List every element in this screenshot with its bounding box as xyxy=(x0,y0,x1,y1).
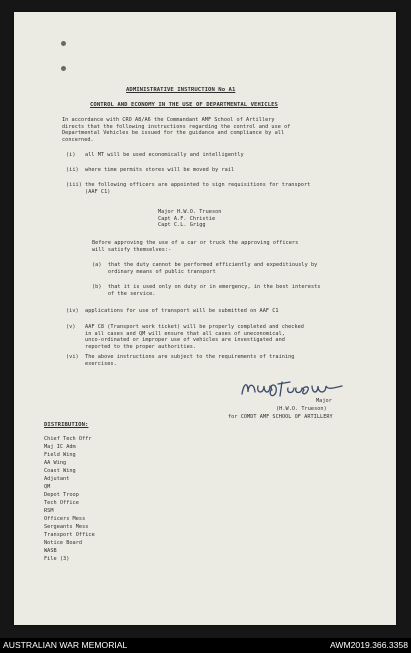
signature-name: (H.W.O. Trueson) xyxy=(276,406,327,412)
instruction-item: (vi) The above instructions are subject to the requirements of training exercises. xyxy=(66,354,295,367)
distribution-item: File (3) xyxy=(44,556,70,562)
distribution-item: Sergeants Mess xyxy=(44,524,89,530)
distribution-item: Chief Tech Offr xyxy=(44,436,92,442)
distribution-item: Transport Office xyxy=(44,532,95,538)
instruction-item: (ii) where time permits stores will be moved by rail xyxy=(66,167,235,173)
footer-institution: AUSTRALIAN WAR MEMORIAL xyxy=(3,640,128,650)
instruction-item: (iii) the following officers are appointed to sign requisitions for transport (AAF C1) xyxy=(66,182,311,195)
distribution-item: RSM xyxy=(44,508,54,514)
sub-item: (a) that the duty cannot be performed efficiently and expeditiously by ordinary means of public transport xyxy=(92,262,318,275)
distribution-heading: DISTRIBUTION: xyxy=(44,422,89,428)
document-subtitle: CONTROL AND ECONOMY IN THE USE OF DEPARTMENTAL VEHICLES xyxy=(90,102,278,108)
document-title: ADMINISTRATIVE INSTRUCTION No A1 xyxy=(126,87,236,93)
distribution-item: Depot Troop xyxy=(44,492,79,498)
instruction-item: (i) all MT will be used economically and intelligently xyxy=(66,152,244,158)
punch-hole xyxy=(61,66,66,71)
intro-paragraph: In accordance with CRO A8/A6 the Commandant AMF School of Artillery directs that the following instructions regarding the control and use of Departmental Vehicles be issued for the guidance and compliance by all concerned. xyxy=(62,117,291,143)
sub-item: (b) that it is used only on duty or in emergency, in the best interests of the service. xyxy=(92,284,321,297)
distribution-item: AA Wing xyxy=(44,460,67,466)
distribution-item: Tech Office xyxy=(44,500,79,506)
distribution-item: Coast Wing xyxy=(44,468,76,474)
distribution-item: Maj IC Adm xyxy=(44,444,76,450)
instruction-item: (v) AAF C8 (Transport work ticket) will be properly completed and checked in all cases and QM will ensure that all cases of uneconomical, unco-ordinated or improper use of vehicles are investigated and reported to the proper authorities. xyxy=(66,324,304,350)
instruction-item: (iv) applications for use of transport will be submitted on AAF C1 xyxy=(66,308,279,314)
before-approving-text: Before approving the use of a car or truck the approving officers will satisfy themselves:- xyxy=(92,240,299,253)
distribution-item: WASB xyxy=(44,548,57,554)
distribution-item: QM xyxy=(44,484,51,490)
document-page xyxy=(14,12,396,625)
punch-hole xyxy=(61,41,66,46)
distribution-item: Notice Board xyxy=(44,540,83,546)
officers-list: Major H.W.O. Trueson Capt A.F. Christie Capt C.L. Grigg xyxy=(158,209,222,229)
signature-rank: Major xyxy=(316,398,332,404)
distribution-item: Field Wing xyxy=(44,452,76,458)
signature-unit: for COMDT AMF SCHOOL OF ARTILLERY xyxy=(228,414,333,420)
distribution-item: Adjutant xyxy=(44,476,70,482)
footer-accession-number: AWM2019.366.3358 xyxy=(329,640,408,650)
distribution-item: Officers Mess xyxy=(44,516,86,522)
footer-bar xyxy=(0,638,411,653)
